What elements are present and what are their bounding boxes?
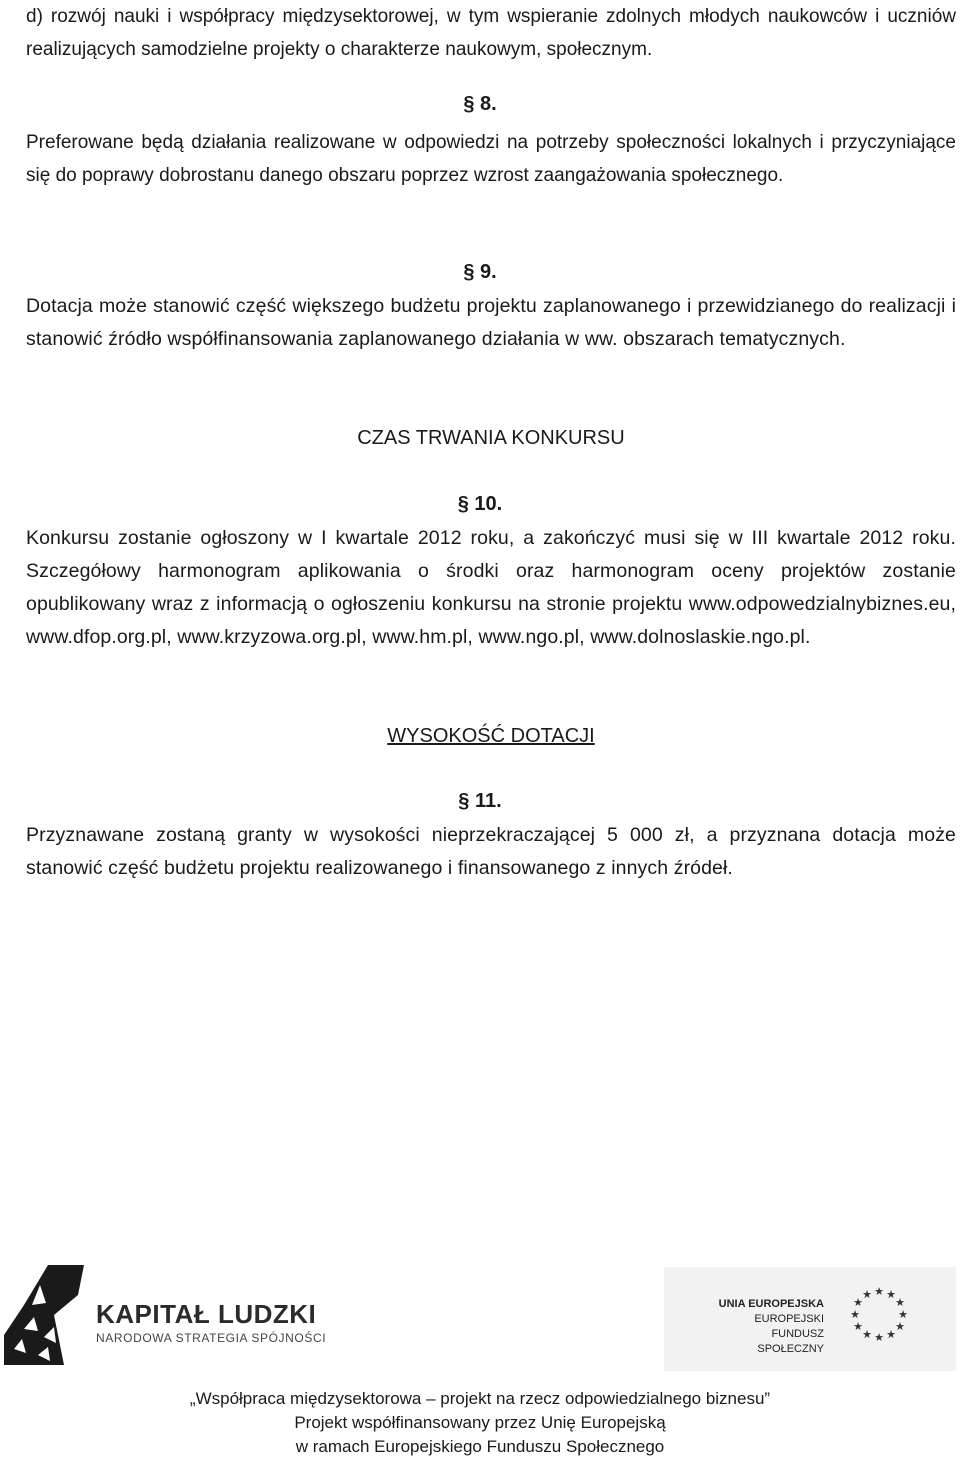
svg-text:★: ★ [874,1331,884,1344]
ue-line-2: EUROPEJSKI [754,1313,824,1325]
ue-efs-logo [664,1267,956,1371]
eu-stars-flag-icon [839,1285,919,1347]
paragraph-8: Preferowane będą działania realizowane w odpowiedzi na potrzeby społeczności lokalnych i przyczyniające się do poprawy dobrostanu danego obszaru poprzez wzrost zaangażowania społecznego. [26,132,956,186]
svg-text:★: ★ [898,1308,908,1321]
svg-text:★: ★ [853,1320,863,1333]
ue-text-block [704,1297,824,1357]
svg-text:★: ★ [862,1328,872,1341]
paragraph-9: Dotacja może stanowić część większego budżetu projektu zaplanowanego i przewidzianego do realizacji i stanowić źródło współfinansowania zaplanowanego działania w ww. obszarach tematycznych. [26,295,956,350]
paragraph-10: Konkursu zostanie ogłoszony w I kwartale 2012 roku, a zakończyć musi się w III kwartale 2012 roku. Szczegółowy harmonogram aplikowania o środki oraz harmonogram oceny projektów zostanie opublikowany wraz z informacją o ogłoszeniu konkursu na stronie projektu www.odpowedzialnybiznes.eu, www.dfop.org.pl, www.krzyzowa.org.pl, www.hm.pl, www.ngo.pl, www.dolnoslaskie.ngo.pl. [26,527,956,648]
svg-text:★: ★ [862,1288,872,1301]
svg-text:★: ★ [886,1288,896,1301]
svg-text:★: ★ [853,1296,863,1309]
footer-efs: w ramach Europejskiego Funduszu Społecznego [295,1437,665,1456]
svg-text:★: ★ [850,1308,860,1321]
ue-line-1: UNIA EUROPEJSKA [718,1298,824,1310]
svg-text:★: ★ [895,1320,905,1333]
svg-text:★: ★ [886,1328,896,1341]
heading-wysokosc-dotacji: WYSOKOŚĆ DOTACJI [387,725,595,747]
kapital-ludzki-title: KAPITAŁ LUDZKI [96,1299,317,1329]
kapital-ludzki-mark-icon [4,1265,84,1365]
section-9-marker: § 9. [463,261,497,283]
section-8-marker: § 8. [463,93,497,115]
kapital-ludzki-subtitle: NARODOWA STRATEGIA SPÓJNOŚCI [96,1331,327,1345]
footer-cofinancing: Projekt współfinansowany przez Unię Europejską [294,1413,666,1432]
heading-czas-trwania: CZAS TRWANIA KONKURSU [357,427,625,449]
footer-logos [0,1265,960,1375]
section-11-marker: § 11. [458,790,502,812]
footer-project-title: „Współpraca międzysektorowa – projekt na rzecz odpowiedzialnego biznesu” [189,1389,771,1408]
paragraph-11: Przyznawane zostaną granty w wysokości nieprzekraczającej 5 000 zł, a przyznana dotacja może stanowić część budżetu projektu realizowanego i finansowanego z innych źródeł. [26,824,956,879]
svg-text:★: ★ [874,1285,884,1298]
svg-text:★: ★ [895,1296,905,1309]
ue-line-3: FUNDUSZ SPOŁECZNY [757,1328,824,1355]
section-10-marker: § 10. [457,493,503,515]
kapital-ludzki-logo [4,1265,334,1365]
paragraph-d: d) rozwój nauki i współpracy międzysektorowej, w tym wspieranie zdolnych młodych naukowców i uczniów realizujących samodzielne projekty o charakterze naukowym, społecznym. [26,6,956,60]
